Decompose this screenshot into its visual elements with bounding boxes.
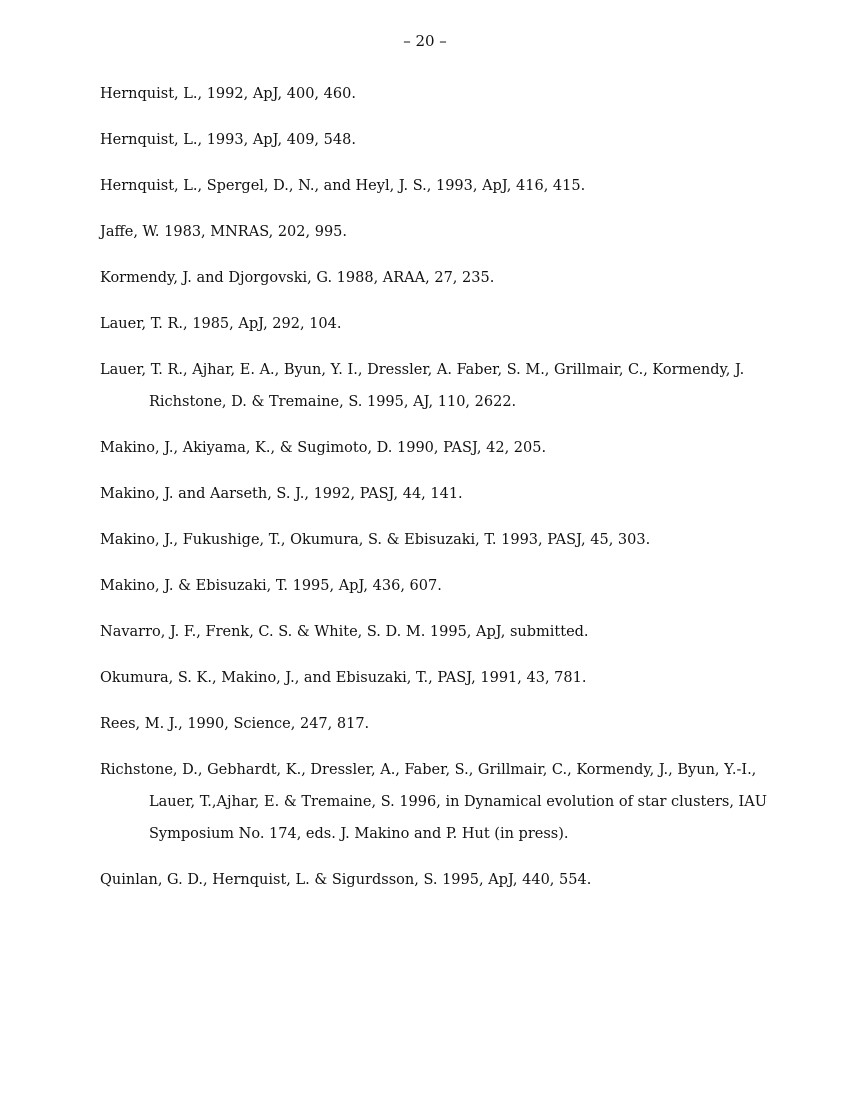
reference-item: Makino, J. and Aarseth, S. J., 1992, PASJ, 44, 141. [100, 486, 463, 502]
reference-item: Richstone, D., Gebhardt, K., Dressler, A., Faber, S., Grillmair, C., Kormendy, J., Byun, Y.-I., Lauer, T.,Ajhar, E. & Tremaine, S. 1996, in Dynamical evolution of star clusters, IAU Symposium No. 174, eds. J. Makino and P. Hut (in press). [100, 762, 767, 842]
reference-item: Hernquist, L., 1992, ApJ, 400, 460. [100, 86, 356, 102]
reference-item: Hernquist, L., 1993, ApJ, 409, 548. [100, 132, 356, 148]
reference-item: Lauer, T. R., 1985, ApJ, 292, 104. [100, 316, 342, 332]
reference-item: Quinlan, G. D., Hernquist, L. & Sigurdsson, S. 1995, ApJ, 440, 554. [100, 872, 592, 888]
page-number: – 20 – [403, 32, 447, 50]
reference-list [100, 78, 770, 910]
reference-item: Navarro, J. F., Frenk, C. S. & White, S. D. M. 1995, ApJ, submitted. [100, 624, 589, 640]
reference-item: Okumura, S. K., Makino, J., and Ebisuzaki, T., PASJ, 1991, 43, 781. [100, 670, 587, 686]
reference-item: Kormendy, J. and Djorgovski, G. 1988, ARAA, 27, 235. [100, 270, 495, 286]
reference-item: Hernquist, L., Spergel, D., N., and Heyl, J. S., 1993, ApJ, 416, 415. [100, 178, 586, 194]
reference-item: Lauer, T. R., Ajhar, E. A., Byun, Y. I., Dressler, A. Faber, S. M., Grillmair, C., Kormendy, J. Richstone, D. & Tremaine, S. 1995, AJ, 110, 2622. [100, 362, 745, 410]
reference-item: Makino, J. & Ebisuzaki, T. 1995, ApJ, 436, 607. [100, 578, 442, 594]
reference-item: Rees, M. J., 1990, Science, 247, 817. [100, 716, 370, 732]
reference-item: Makino, J., Akiyama, K., & Sugimoto, D. 1990, PASJ, 42, 205. [100, 440, 547, 456]
reference-item: Makino, J., Fukushige, T., Okumura, S. & Ebisuzaki, T. 1993, PASJ, 45, 303. [100, 532, 651, 548]
reference-item: Jaffe, W. 1983, MNRAS, 202, 995. [100, 224, 348, 240]
